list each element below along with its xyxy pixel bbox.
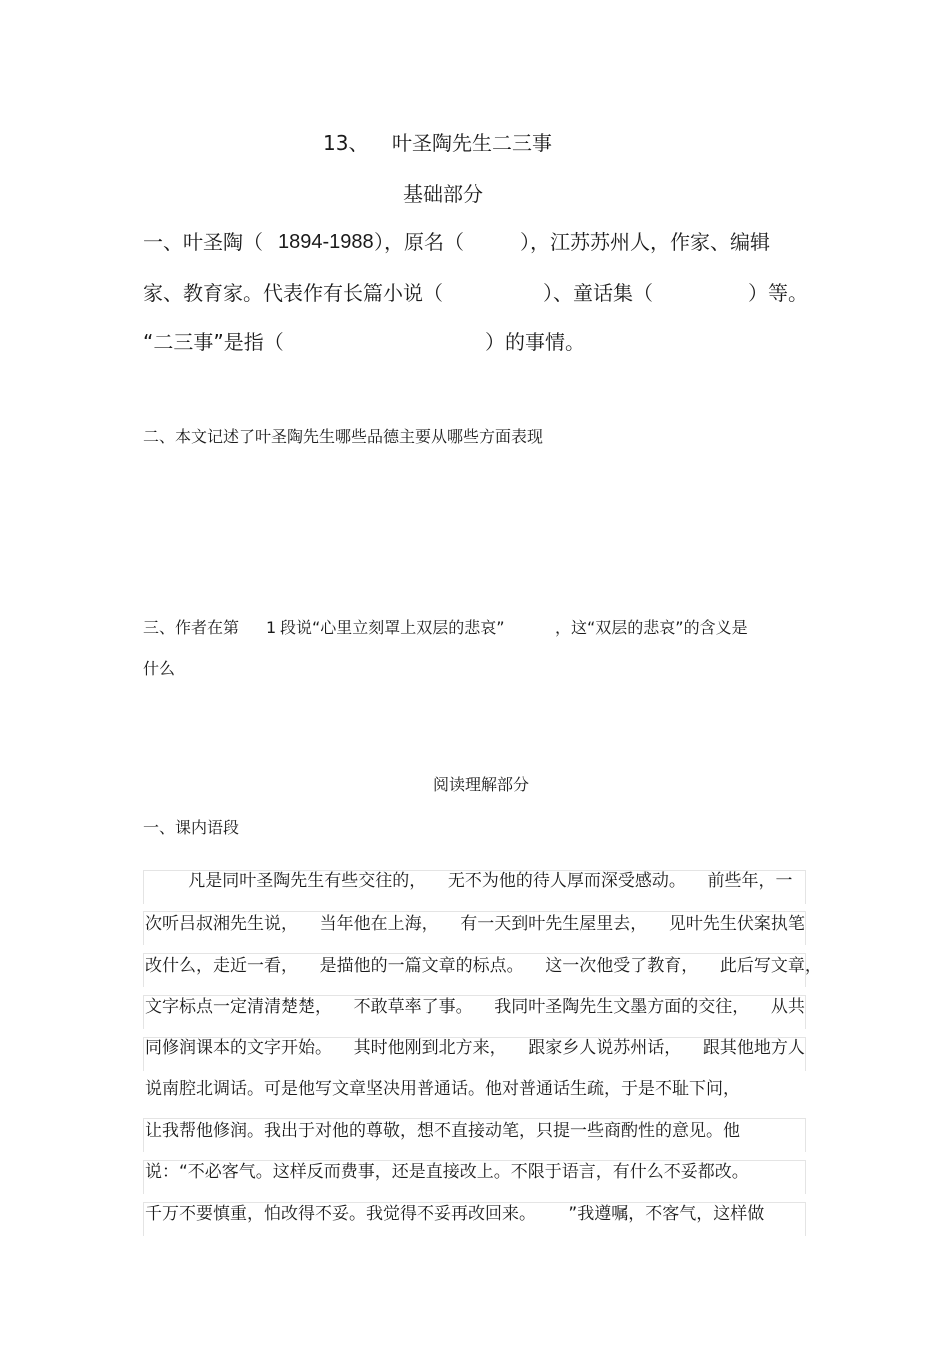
passage-line: 凡是同叶圣陶先生有些交往的， 无不为他的待人厚而深受感动。 前些年，一 — [145, 871, 793, 891]
passage-line: 改什么，走近一看， 是描他的一篇文章的标点。 这一次他受了教育， 此后写文章， — [145, 956, 822, 976]
q1-line3-end: ）的事情。 — [485, 330, 585, 354]
lesson-title: 叶圣陶先生二三事 — [392, 131, 552, 155]
passage-line: 说：“不必客气。这样反而费事，还是直接改上。不限于语言，有什么不妥都改。 — [145, 1162, 749, 1182]
passage-line: 同修润课本的文字开始。 其时他刚到北方来， 跟家乡人说苏州话， 跟其他地方人 — [145, 1038, 805, 1058]
passage-line: 次听吕叔湘先生说， 当年他在上海， 有一天到叶先生屋里去， 见叶先生伏案执笔 — [145, 914, 805, 934]
q1-line1-original-name: ），原名（ — [374, 230, 464, 254]
q1-years: 1894-1988 — [278, 231, 374, 253]
q1-line1-end: ），江苏苏州人，作家、编辑 — [520, 230, 770, 254]
q3-line1-start: 三、作者在第 — [143, 618, 240, 637]
reading-subheading: 一、课内语段 — [143, 818, 240, 837]
passage-line: 文字标点一定清清楚楚， 不敢草率了事。 我同叶圣陶先生文墨方面的交往， 从共 — [145, 997, 805, 1017]
q1-line2-end: ）等。 — [748, 281, 808, 305]
q3-line1-end: ，这“双层的悲哀”的含义是 — [555, 618, 748, 637]
section-heading-basic: 基础部分 — [403, 182, 483, 206]
passage-line: 让我帮他修润。我出于对他的尊敬，想不直接动笔，只提一些商酌性的意见。他 — [145, 1121, 740, 1141]
passage-line: 千万不要慎重，怕改得不妥。我觉得不妥再改回来。 ”我遵嘱，不客气，这样做 — [145, 1204, 765, 1224]
q2-text: 二、本文记述了叶圣陶先生哪些品德主要从哪些方面表现 — [143, 427, 544, 446]
q1-line2-start: 家、教育家。代表作有长篇小说（ — [143, 281, 443, 305]
q3-line1-quote: 段说“心里立刻罩上双层的悲哀” — [280, 618, 505, 637]
passage-line: 说南腔北调话。可是他写文章坚决用普通话。他对普通话生疏，于是不耻下问， — [145, 1079, 740, 1099]
q1-line1-start: 一、叶圣陶（ — [143, 230, 263, 254]
q3-line1-number: 1 — [266, 618, 277, 637]
q1-line2-middle: ）、童话集（ — [543, 281, 653, 305]
q1-line3-start: “二三事”是指（ — [143, 330, 284, 354]
lesson-number: 13、 — [323, 131, 369, 155]
q3-line2: 什么 — [143, 659, 176, 678]
section-heading-reading: 阅读理解部分 — [433, 775, 530, 794]
